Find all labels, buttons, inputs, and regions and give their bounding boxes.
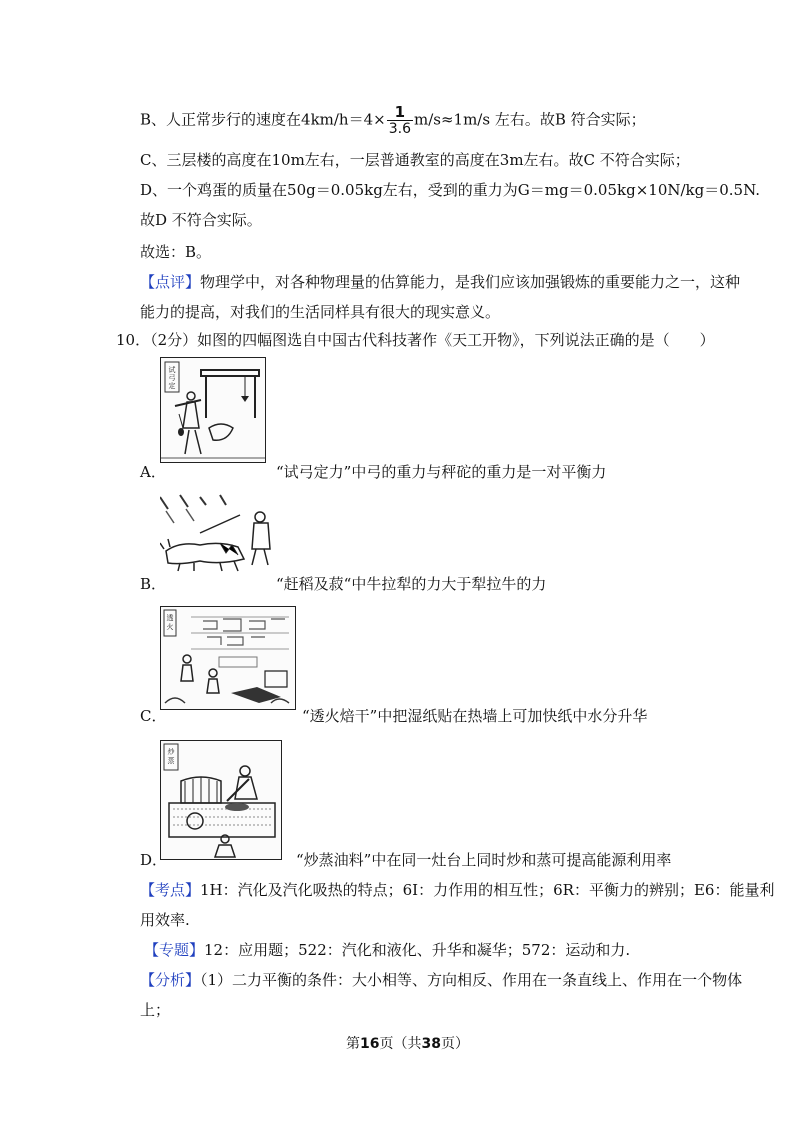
figure-a-image [160,357,266,463]
b-text-post: m/s≈1m/s 左右。故B 符合实际； [413,110,646,129]
figure-a-seal-2: 弓 [168,374,176,382]
figure-a-seal-3: 定 [168,382,176,390]
option-d-explanation-line2: 故D 不符合实际。 [140,211,262,229]
fenxi-text: （1）二力平衡的条件：大小相等、方向相反、作用在一条直线上、作用在一个物体 [200,971,743,989]
page-footer [346,1034,469,1054]
kaodian-text: 1H：汽化及汽化吸热的特点；6I：力作用的相互性；6R：平衡力的辨别；E6：能量利 [200,881,775,899]
option-c-text: “透火焙干”中把湿纸贴在热墙上可加快纸中水分升华 [302,707,648,725]
fraction [387,104,413,137]
figure-b-image [160,493,280,573]
footer-mid: 页（共 [379,1036,422,1052]
option-a-letter: A． [140,463,166,481]
figure-c-image [160,606,296,710]
answer-line: 故选：B。 [140,243,212,261]
figure-d-seal-2: 蒸 [167,757,175,765]
footer-pre: 第 [346,1036,360,1052]
comment-line2: 能力的提高，对我们的生活同样具有很大的现实意义。 [140,303,501,321]
footer-post: 页） [440,1036,469,1052]
option-a-text: “试弓定力”中弓的重力与秤砣的重力是一对平衡力 [276,463,607,481]
option-b-explanation [140,104,646,137]
page-number: 16 [360,1036,380,1052]
kaodian-line2: 用效率. [140,911,190,929]
option-d-explanation-line1: D、一个鸡蛋的质量在50g＝0.05kg左右，受到的重力为G＝mg＝0.05kg×10N/kg＝0.5N. [140,181,761,199]
total-pages: 38 [421,1036,441,1052]
comment-line1 [140,272,740,292]
figure-c-seal-2: 火 [166,623,174,631]
option-b-letter: B． [140,575,167,593]
comment-tag: 【点评】 [140,273,201,291]
option-c-explanation: C、三层楼的高度在10m左右，一层普通教室的高度在3m左右。故C 不符合实际； [140,151,690,169]
figure-d-seal: 炒 [167,748,175,756]
option-c-letter: C． [140,707,167,725]
fenxi-line2: 上； [140,1001,171,1019]
comment-text: 物理学中，对各种物理量的估算能力，是我们应该加强锻炼的重要能力之一，这种 [200,273,741,291]
option-d-letter: D． [140,851,168,869]
fraction-numerator: 1 [394,103,406,121]
fenxi-tag: 【分析】 [140,971,201,989]
figure-c-seal: 透 [166,614,174,622]
fraction-denominator: 3.6 [388,121,411,137]
fenxi-line1 [140,970,742,990]
question-stem: 10．（2分）如图的四幅图选自中国古代科技著作《天工开物》，下列说法正确的是（ ） [116,331,715,349]
option-d-text: “炒蒸油料”中在同一灶台上同时炒和蒸可提高能源利用率 [296,851,672,869]
figure-a-seal: 试 [168,366,176,374]
zhuanti-text: 12：应用题；522：汽化和液化、升华和凝华；572：运动和力. [204,941,631,959]
b-text-pre: B、人正常步行的速度在4km/h＝4× [140,110,386,129]
figure-d-image [160,740,282,860]
zhuanti-tag: 【专题】 [144,941,205,959]
option-b-text: “赶稻及菽“中牛拉犁的力大于犁拉牛的力 [276,575,547,593]
zhuanti-line [144,940,630,960]
kaodian-line1 [140,880,774,900]
kaodian-tag: 【考点】 [140,881,201,899]
